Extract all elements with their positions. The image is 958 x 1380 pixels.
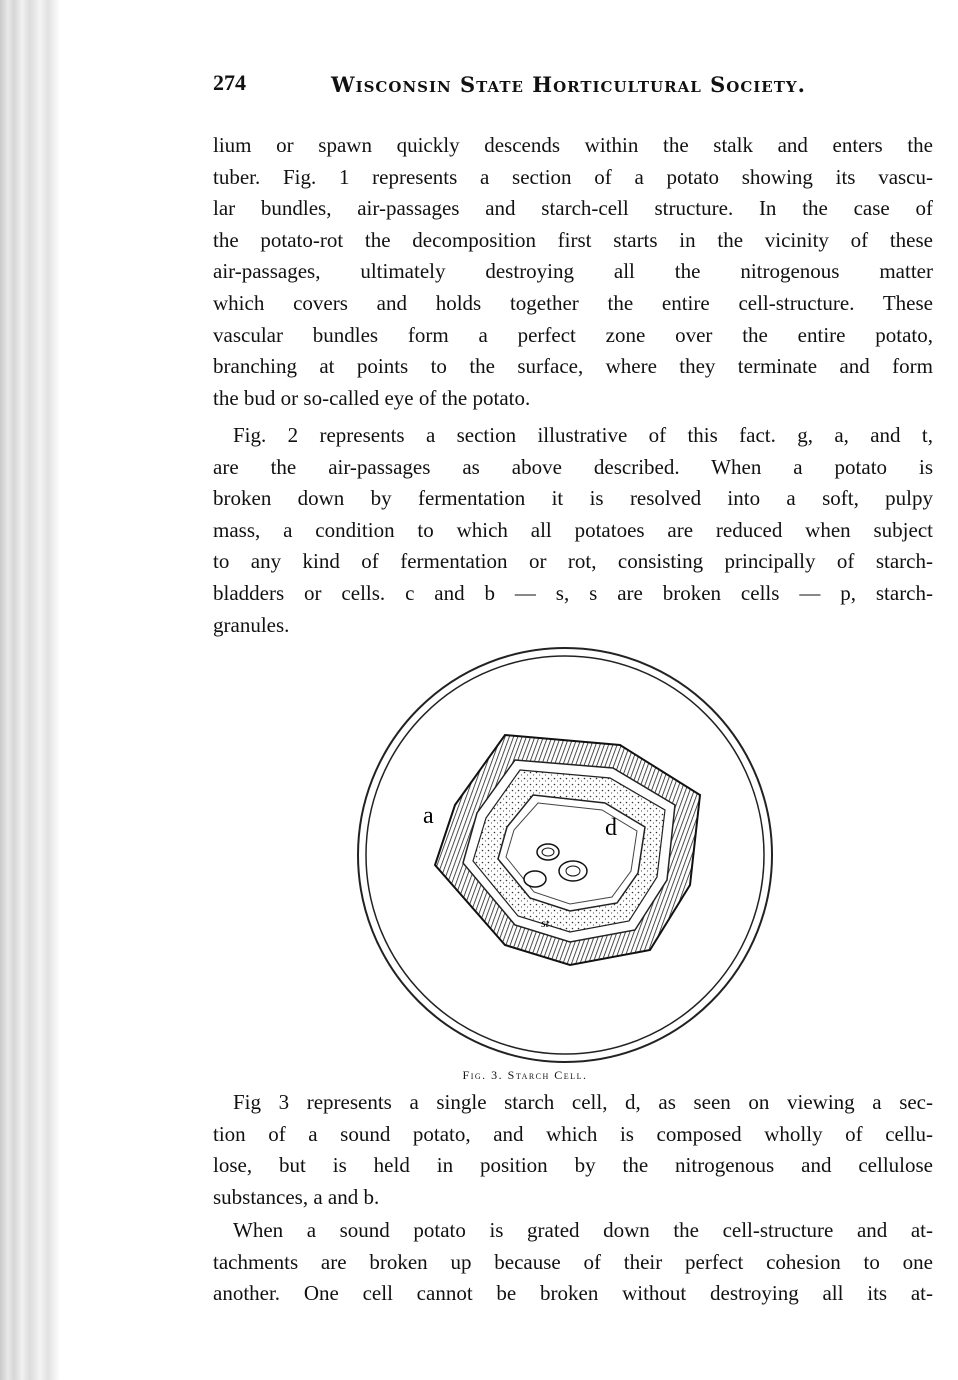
page-number: 274	[213, 70, 246, 95]
paragraph-3	[213, 1087, 933, 1213]
book-gutter-edge	[0, 0, 60, 1380]
starch-cell-illustration	[355, 645, 775, 1065]
text-line: air-passages, ultimately destroying all the nitrogenous matter	[213, 259, 933, 284]
text-line: lar bundles, air-passages and starch-cell structure. In the case of	[213, 196, 933, 221]
text-line: the bud or so-called eye of the potato.	[213, 385, 531, 410]
figure-label-a: a	[423, 803, 434, 829]
text-line: tuber. Fig. 1 represents a section of a potato showing its vascu-	[213, 164, 933, 189]
page-header	[213, 70, 853, 106]
paragraph-4	[213, 1215, 933, 1310]
text-line: the potato-rot the decomposition first starts in the vicinity of these	[213, 227, 933, 252]
text-line: granules.	[213, 612, 290, 637]
text-line: When a sound potato is grated down the cell-structure and at-	[233, 1218, 933, 1242]
text-line: broken down by fermentation it is resolved into a soft, pulpy	[213, 486, 933, 511]
paragraph-2	[213, 420, 933, 641]
text-line: Fig 3 represents a single starch cell, d, as seen on viewing a sec-	[233, 1090, 933, 1114]
text-line: another. One cell cannot be broken without destroying all its at-	[213, 1281, 933, 1306]
text-line: Fig. 2 represents a section illustrative of this fact. g, a, and t,	[233, 423, 933, 447]
text-line: which covers and holds together the entire cell-structure. These	[213, 290, 933, 315]
text-line: substances, a and b.	[213, 1184, 380, 1209]
figure-caption: Fig. 3. Starch Cell.	[462, 1068, 588, 1082]
text-line: lose, but is held in position by the nitrogenous and cellulose	[213, 1153, 933, 1178]
starch-granule	[537, 844, 559, 860]
figure-label-d: d	[605, 815, 617, 841]
figure-label-st: st	[541, 916, 550, 930]
text-line: lium or spawn quickly descends within the stalk and enters the	[213, 133, 933, 157]
paragraph-1	[213, 130, 933, 414]
text-line: bladders or cells. c and b — s, s are broken cells — p, starch-	[213, 580, 933, 605]
starch-granule	[524, 871, 546, 887]
starch-granule	[559, 861, 587, 881]
text-line: to any kind of fermentation or rot, consisting principally of starch-	[213, 549, 933, 574]
text-line: mass, a condition to which all potatoes are reduced when subject	[213, 517, 933, 542]
text-line: vascular bundles form a perfect zone over the entire potato,	[213, 322, 933, 347]
text-line: tachments are broken up because of their perfect cohesion to one	[213, 1249, 933, 1274]
text-line: tion of a sound potato, and which is composed wholly of cellu-	[213, 1121, 933, 1146]
running-title: Wisconsin State Horticultural Society.	[331, 72, 806, 97]
text-line: are the air-passages as above described. When a potato is	[213, 454, 933, 479]
text-line: branching at points to the surface, where they terminate and form	[213, 354, 933, 379]
starch-cell-figure	[355, 645, 775, 1065]
